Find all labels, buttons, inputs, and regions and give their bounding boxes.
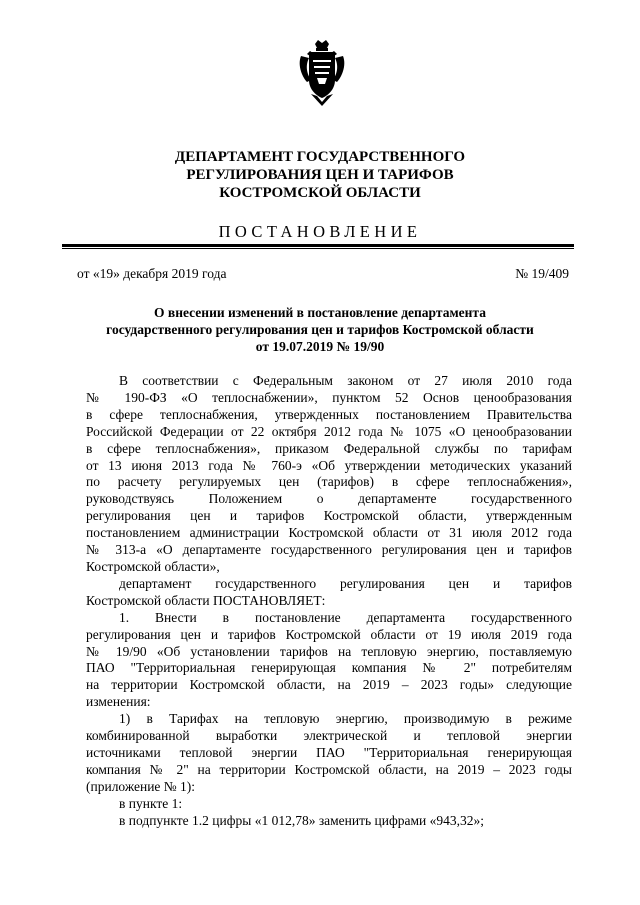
document-number: № 19/409 [515, 266, 569, 281]
header-rule-thin [62, 248, 574, 249]
title-line-2: государственного регулирования цен и тарифов Костромской области [106, 322, 534, 337]
body-line: № 313-а «О департаменте государственного регулирования цен и тарифов [86, 542, 572, 558]
body-line: постановлением администрации Костромской области от 31 июля 2012 года [86, 525, 572, 541]
body-line: изменения: [86, 694, 151, 710]
body-line: Костромской области ПОСТАНОВЛЯЕТ: [86, 592, 326, 608]
body-line: департамент государственного регулирования цен и тарифов [119, 575, 572, 591]
department-heading [0, 148, 640, 202]
body-line: по расчету регулируемых цен (тарифов) в сфере теплоснабжения», [86, 474, 572, 490]
body-line: в пункте 1: [119, 795, 183, 811]
body-line: руководствуясь Положением о департаменте государственного [86, 491, 572, 507]
document-type: ПОСТАНОВЛЕНИЕ [218, 222, 422, 241]
document-body [86, 373, 572, 829]
body-line: № 190-ФЗ «О теплоснабжении», пунктом 52 Основ ценообразования [86, 389, 572, 405]
body-line: от 13 июня 2013 года № 760-э «Об утверждении методических указаний [86, 457, 572, 473]
body-line: регулирования цен и тарифов Костромской области, утвержденным [86, 508, 572, 524]
body-line: источниками тепловой энергии ПАО "Территориальная генерирующая [86, 744, 572, 760]
title-line-3: от 19.07.2019 № 19/90 [255, 339, 385, 354]
body-line: (приложение № 1): [86, 778, 196, 794]
body-line: 1. Внести в постановление департамента государственного [119, 609, 572, 625]
body-line: В соответствии с Федеральным законом от 27 июля 2010 года [119, 373, 572, 388]
coat-of-arms-emblem [297, 40, 347, 106]
body-line: регулирования цен и тарифов Костромской области от 19 июля 2019 года [86, 626, 572, 642]
body-line: Российской Федерации от 22 октября 2012 года № 1075 «О ценообразовании [86, 423, 572, 439]
body-line: на территории Костромской области, на 2019 – 2023 годы» следующие [86, 677, 572, 693]
body-line: в подпункте 1.2 цифры «1 012,78» заменить цифрами «943,32»; [119, 812, 485, 828]
body-line: № 19/90 «Об установлении тарифов на тепловую энергию, поставляемую [86, 643, 572, 659]
body-line: в сфере теплоснабжения», приказом Федеральной службы по тарифам [86, 440, 572, 456]
header-rule-thick [62, 244, 574, 247]
body-line: ПАО "Территориальная генерирующая компания № 2" потребителям [86, 660, 572, 676]
body-line: в сфере теплоснабжения, утвержденных постановлением Правительства [86, 406, 572, 422]
body-line: Костромской области», [86, 558, 220, 574]
org-name-line-1: ДЕПАРТАМЕНТ ГОСУДАРСТВЕННОГО [174, 149, 466, 165]
org-name-line-3: КОСТРОМСКОЙ ОБЛАСТИ [219, 185, 421, 201]
document-date: от «19» декабря 2019 года [77, 266, 227, 281]
body-line: 1) в Тарифах на тепловую энергию, производимую в режиме [119, 711, 572, 727]
body-line: комбинированной выработки электрической и тепловой энергии [86, 728, 572, 744]
title-line-1: О внесении изменений в постановление департамента [154, 305, 486, 320]
body-line: компания № 2" на территории Костромской области, на 2019 – 2023 годы [86, 761, 572, 777]
org-name-line-2: РЕГУЛИРОВАНИЯ ЦЕН И ТАРИФОВ [186, 167, 454, 183]
document-title [0, 304, 640, 355]
date-number-line [77, 266, 569, 282]
